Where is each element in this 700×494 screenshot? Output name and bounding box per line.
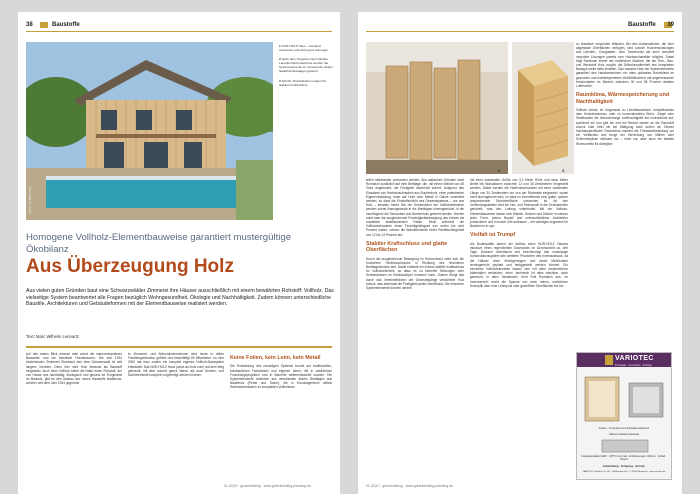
ad-line: Fassadenplatten MAX · OPTO und max. Anforderungen: Wärme · Schall · Brand	[581, 455, 667, 462]
ad-line: Entwicklung · Fertigung · Vertrieb	[603, 465, 645, 468]
ad-line: Außen-, Innenwand und Fassadenelemente	[598, 427, 650, 430]
page-footer: 01-02|10 · gruenbuilding · www.greenbuilding-planning.de	[224, 484, 311, 488]
column-text: Die Entwicklung des neuartigen Systems beruht auf traditionellen, holzbaulichen Fachwissen und eigenen Ideen, die in zahlreichen Forschungsprojekten und in Baureife weiterentwickelt wurden. Die Systemelemente bestehen aus verschieden dicken Brettlagen aus Nadelholz (Fichte und Tanne), die in Kreuzlagenform mittels Hartholzschrauben zu kompakten Vollholzbau	[230, 364, 332, 390]
article-headline: Aus Überzeugung Holz	[26, 256, 234, 277]
section-divider	[26, 346, 332, 348]
text-column-2: te Zimmerei- und Abbundunternehmen wird heute in dritter Familiengeneration geführt und beschäftigt 55 Mitarbeiter. Im Jahr 2000 hat man zudem ein komplett eigenes Vollholz-Bausystem entwickelt. Das NUR-HOLZ Haus (www.nur-holz.com) auf dem Weg gebracht, mit dem sowohl ganze Wand- als auch Decken- und Dachelemente komplett vorgefertigt werden können.	[128, 352, 224, 378]
text-column-3	[230, 352, 332, 390]
article-kicker: Homogene Vollholz-Elementbauweise garantiert mustergültige Ökobilanz	[26, 232, 292, 255]
panel-stack-illustration	[366, 42, 508, 174]
image-caption-number: 3	[562, 168, 565, 173]
column-text: zu klassisch verputzten Wänden. Bei den Außenwänden, die über abgeflaste Oberflächen verfügen, sind sowohl Holzverschalungen aus Lärchen-, Douglasien- oder Tannenholz als auch komplett verputzte Lösungen jeweils vom Holzbaucharakter möglich. Dabei folgt Rombach immer der natürlichen Maxime, die der Roh-, Bau- und Werkstoff Holz vorgibt: die Diffusionsoffenheit des kompletten Bautyps bleibt stets erhalten. Das massive Holz der Systemelemente garantiert den Hausbewohnern ein stets optimales Raumklima im gesunden und wohltemperierten Wohlfühlkomfort mit angemessenen Heizbedarfen im Bereich zwischen 30 und 55 Prozent relativer Luftfeuchte.	[576, 42, 674, 89]
column-text: teilen miteinander verbunden werden. Aus statischen Gründen setzt Rombach zusätzlich auf eine Brettlage, die, mit einem Winkel von 45 Grad angebracht, die Festigkeit dauerhaft sichert. Aufgrund des Einsatzes von Hartholzschrauben aus Buchenholz, einer patentierten Eigenentwicklung, kann auf Leim oder Metall in Gänze verzichtet werden, so dass die Einstoffschicht des Gesamtsystems – nur aus Holz – erhalten bleibt. Bei der Konstruktion der Vollholzelemente werden zuerst linsengewinde in die Brettlagen hineingedrückt, in die nachfolgend die Schrauben aus Buchenholz gedreht werden. Hierbei nutzt man die ausgleichende Feuchtigkeitsbewegung des Holzes als zusätzlich stabilisierenden Faktor. Denn während die Vollholzschrauben einen Feuchtigkeitsgrad von sechs bis acht Prozent haben, weisen die Wandelemente einen Restfeuchtegehalt von 12 bis 13 Prozent auf.	[366, 178, 464, 237]
brand-logo-icon	[605, 355, 613, 365]
image-caption-number: 2	[498, 168, 501, 173]
ad-line: Vakuum-Isolationspaneele	[608, 433, 640, 436]
left-page-header	[26, 20, 332, 32]
right-page	[358, 12, 682, 494]
right-page-header	[366, 20, 674, 32]
wall-element-icon	[583, 373, 667, 425]
section-title: Baustoffe	[52, 22, 80, 28]
left-page	[18, 12, 340, 494]
column-text: Als Bodenplatte dauert der Aufbau eines NUR-HOLZ Hauses inklusive eines regendichten Dachstuhls im Durchschnitt ca. drei Tage. Dadurch vereinfacht und beschleunigt das modularige Konstruktionssystem den weiteren Prozedere des Innenausbaus, da die Häuser ohne Verzögerungen und damit Mehrkosten termingerecht geplant und fertiggestellt werden können. Ein einzelnes Vollholzelemente lassen sich mit allen ersdenklichen Materialien verkleiden, denn „technisch ist alles machbar, auch gemischt, in allen Variationen“ führt Rolf Rombach aus. Im Innenbereich reicht die Spanne von einer reinen, natürlichen Holzoptik über eine Lehmputz oder geweißten Oberflächen bis hin	[470, 241, 568, 288]
caption-list	[279, 44, 335, 92]
vacuum-panel-icon	[601, 439, 649, 453]
column-heading: Raumklima, Wärmespeicherung und Nachhaltigkeit	[576, 92, 670, 105]
ad-banner	[577, 353, 671, 367]
ad-contact: VARIOTEC GmbH & Co. KG · Weißmarter Str. 3 · 92318 Neumarkt · www.variotec.de	[582, 471, 666, 473]
panel-stack-photo	[366, 42, 508, 174]
page-number: 39	[667, 22, 674, 28]
photo-credit: FOTO: WEBER HAUS	[28, 185, 32, 214]
text-column-3	[576, 42, 674, 146]
article-lead: Aus vielen guten Gründen baut eine Schwarzwälder Zimmerei ihre Häuser ausschließlich mit einem bewährten Rohstoff: Vollholz. Das vielseitige System beantwortet alle Fragen bezüglich Wohngesundheit, Ökologie und Nachhaltigkeit. Zudem können unterschiedliche Baustile, Architekturen und Gebäudeformen mit der Elementbauweise realisiert werden.	[26, 288, 334, 308]
wood-block-illustration	[512, 42, 574, 174]
page-footer: 01-02|10 · gruenbuilding · www.greenbuilding-planning.de	[366, 484, 453, 488]
caption-item: 3 Schnitt: Holzstäbchen eingen für stabilen Kraftschluss	[279, 78, 327, 87]
house-photo	[26, 42, 273, 220]
column-heading: Vielfalt ist Trumpf	[470, 232, 516, 239]
caption-item: 2 Nach dem Vorgeben des Holzbau Lamellen Bohrmaschine werden die Systemelemente zu versehenen dicken Nadelholzbrettlagen gebohrt	[279, 57, 333, 74]
variotec-advertisement[interactable]	[576, 352, 672, 480]
column-text: Vollholz nimmt, im Gegensatz zu Leichtbauweisen, beispielsweise dem Holzrahmenbau, oder zu konventionellen Stein-, Ziegel oder Stahlbauten die überschüssige Luftfeuchtigkeit der Innenräume auf, speichert sie und gibt sie erst bei Bedarf wieder an die Raumluft zurück oder führt sie bei Sättigung nach außen ab. Dieses holzbauspezifische Raumklima mindert die Feinstaubbelastung um ein Vielfaches und beugt der Verbreitung von Milben oder Schimmelpilzen wirksam vor – nicht nur, aber auch ein ideales Wohnumfeld für Allergiker.	[576, 108, 674, 146]
page-number: 38	[26, 22, 33, 28]
article-author: Text: Marc Wilhelm Lennartz	[26, 334, 79, 339]
section-title: Baustoffe	[628, 22, 656, 28]
ad-logo: VARIOTEC	[615, 355, 654, 362]
house-illustration	[26, 42, 273, 220]
column-text: Durch die ausgleichende Bewegung im Holzverbund zieht sich die trockenere Hartholzschraube in Richtung des feuchteren Brettlagenholzes fest. Damit entsteht ein extrem stabiler Kraftschluss im Vollholzelement, so dass es zu keinerlei Setzungen oder Schwindrissen im Holzbauköper kommen kann. Zudem dringt das durch das Vereinheitlichen der Gewindegänge verdichtete Holz zurück, was abermals die Festigkeit positiv beeinflusst. Die einzelnen Systemelemente können derzeit	[366, 256, 464, 291]
caption-item: 1 NUR-HOLZ Haus – komplett verleimfrei und nicht ganz homogen	[279, 44, 329, 53]
text-column-2	[470, 178, 568, 288]
column-heading: Stabiler Kraftschluss und glatte Oberflächen	[366, 240, 448, 254]
section-marker	[40, 22, 48, 28]
column-text: mit einer maximalen Größe von 3,2 Meter Höhe und neun Meter Breite bei Wanddicken zwischen 12 und 38 Zentimetern hergestellt werden. Dabei werden die Hartholzschrauben mit einer maximalen Länge von 34 Zentimetern nur von der Rückseite eingesetzt, wobei nicht durchgebohrt wird, so dass im Innenbereich eine glatte, optisch ansprechende Sichtoberfläche vorhanden ist. An den Verbindungsstellen wird ein Nut- und Federprofil in die Decklamellen gehobelt, was den Luftzug unterbindet. Mit der Vollholz-Elementbauweise lassen sich Wände, Decken und Dächer in nahezu jeder Form, jedem Baustil und unterschiedlicher Architektur produzieren und in kurzer Zeit aufbauen – ein wichtiges Argument für Bauherren in spe.	[470, 178, 568, 229]
text-column-1: Auf den ersten Blick erkennt man sofort die naturverbundenen Bauweise und die bewährte Holzbaukunst. Die seit 1934 bestehenden Zimmerei Rombach aus dem Schwarzwald ist seit langem Vorreiter: Denn hier wird Holz bewusst als Baustoff eingesetzt. Auch beim Vollholz bietet die Natur einen Rohstoff, der von Hause aus nachhaltig, ökologisch und gesund ist. Eingesetzt im Bauholz, gibt es den Ausbau des neuen Baustoffs Nadelholz, welcher seit dem Jahr 1934 gegründe	[26, 352, 122, 386]
ad-tagline: Produkte · Konzepte · Erfolge	[615, 363, 652, 367]
block-sample-photo	[512, 42, 574, 174]
column-heading: Keine Folien, kein Leim, kein Metall	[230, 355, 321, 361]
text-column-1	[366, 178, 464, 290]
